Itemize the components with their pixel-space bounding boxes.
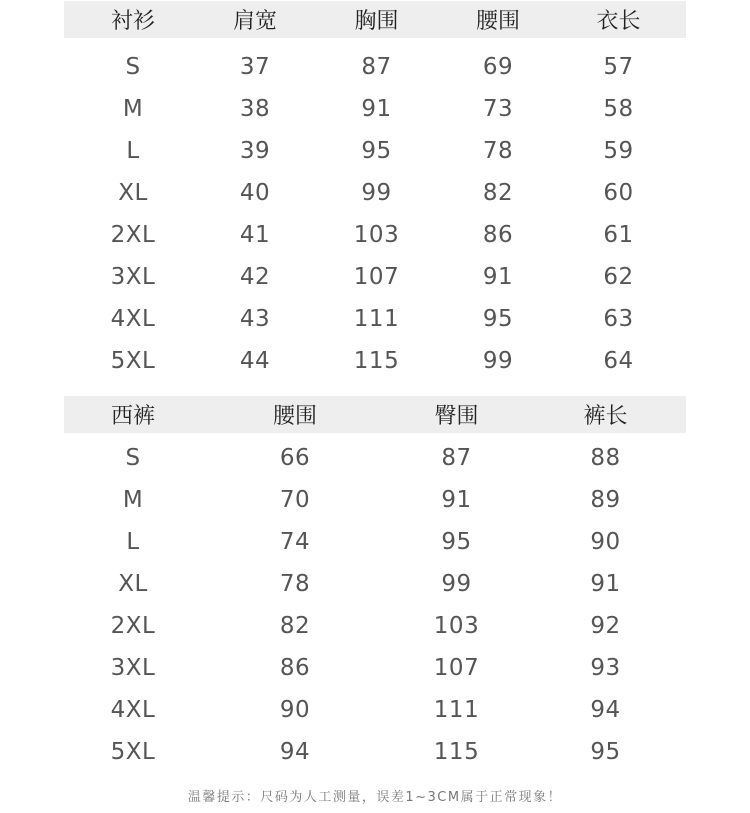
- table-cell: M: [122, 487, 144, 513]
- table-cell: XL: [118, 180, 148, 206]
- table-cell: 5XL: [110, 348, 156, 374]
- table-cell: 87: [441, 445, 472, 471]
- table-row: [64, 479, 686, 521]
- table-cell: 59: [603, 138, 634, 164]
- table-row: [64, 172, 686, 214]
- table-row: [64, 647, 686, 689]
- pants-rows: [64, 433, 686, 773]
- table-cell: 82: [482, 180, 514, 206]
- table-cell: 103: [433, 613, 480, 639]
- table-cell: 4XL: [110, 697, 156, 723]
- table-cell: 38: [239, 96, 271, 122]
- table-cell: 63: [603, 306, 634, 332]
- table-cell: 91: [590, 571, 621, 597]
- table-cell: 37: [239, 54, 271, 80]
- table-cell: S: [125, 445, 141, 471]
- table-cell: 5XL: [110, 739, 156, 765]
- table-cell: 115: [433, 739, 480, 765]
- measurement-tip-text: 温馨提示：尺码为人工测量，误差1~3CM属于正常现象！: [187, 790, 563, 805]
- table-cell: 60: [603, 180, 634, 206]
- table-cell: 86: [482, 222, 514, 248]
- table-cell: 90: [279, 697, 311, 723]
- shirt-rows: [64, 38, 686, 382]
- table-cell: XL: [118, 571, 148, 597]
- shirt-header-cell: 腰围: [475, 9, 520, 34]
- table-cell: 40: [239, 180, 271, 206]
- table-cell: 86: [279, 655, 311, 681]
- table-cell: 78: [482, 138, 514, 164]
- table-cell: 87: [361, 54, 392, 80]
- shirt-header-cell: 肩宽: [232, 9, 277, 34]
- table-cell: 91: [441, 487, 472, 513]
- table-cell: M: [122, 96, 144, 122]
- table-row: [64, 88, 686, 130]
- table-cell: 94: [590, 697, 621, 723]
- table-cell: 39: [239, 138, 271, 164]
- table-cell: 64: [603, 348, 634, 374]
- table-cell: 95: [361, 138, 392, 164]
- table-cell: 57: [603, 54, 634, 80]
- table-cell: 92: [590, 613, 621, 639]
- table-cell: 95: [441, 529, 472, 555]
- table-cell: 95: [590, 739, 621, 765]
- table-cell: L: [126, 529, 140, 555]
- pants-header-cell: 西裤: [110, 404, 155, 429]
- table-cell: 99: [482, 348, 514, 374]
- table-cell: 70: [279, 487, 311, 513]
- table-row: [64, 130, 686, 172]
- table-cell: 93: [590, 655, 621, 681]
- table-cell: 42: [239, 264, 271, 290]
- table-cell: L: [126, 138, 140, 164]
- table-row: [64, 256, 686, 298]
- table-cell: 103: [353, 222, 400, 248]
- table-cell: 69: [482, 54, 514, 80]
- table-cell: 91: [482, 264, 514, 290]
- table-cell: 82: [279, 613, 311, 639]
- table-cell: 95: [482, 306, 514, 332]
- table-cell: 91: [361, 96, 392, 122]
- table-cell: 88: [590, 445, 621, 471]
- table-cell: 111: [433, 697, 480, 723]
- table-cell: 2XL: [110, 613, 156, 639]
- table-row: [64, 521, 686, 563]
- table-row: [64, 46, 686, 88]
- table-cell: 111: [353, 306, 400, 332]
- table-row: [64, 437, 686, 479]
- table-cell: 62: [603, 264, 634, 290]
- table-cell: 61: [603, 222, 634, 248]
- table-row: [64, 731, 686, 773]
- table-row: [64, 605, 686, 647]
- pants-header-row: [64, 396, 686, 433]
- table-cell: 90: [590, 529, 621, 555]
- table-cell: 4XL: [110, 306, 156, 332]
- table-cell: 94: [279, 739, 311, 765]
- table-cell: 107: [353, 264, 400, 290]
- table-row: [64, 689, 686, 731]
- table-cell: 2XL: [110, 222, 156, 248]
- table-cell: 44: [239, 348, 271, 374]
- shirt-header-cell: 衬衫: [110, 9, 155, 34]
- pants-size-table: [64, 396, 686, 773]
- pants-header-cell: 臀围: [434, 404, 479, 429]
- shirt-size-table: [64, 0, 686, 382]
- table-cell: 74: [279, 529, 311, 555]
- table-cell: 89: [590, 487, 621, 513]
- shirt-header-row: [64, 1, 686, 38]
- table-row: [64, 214, 686, 256]
- table-cell: 115: [353, 348, 400, 374]
- table-cell: 3XL: [110, 264, 156, 290]
- table-cell: 3XL: [110, 655, 156, 681]
- table-cell: S: [125, 54, 141, 80]
- shirt-header-cell: 胸围: [354, 9, 399, 34]
- table-row: [64, 298, 686, 340]
- table-cell: 43: [239, 306, 271, 332]
- table-cell: 58: [603, 96, 634, 122]
- table-cell: 99: [441, 571, 472, 597]
- shirt-header-cell: 衣长: [596, 9, 641, 34]
- table-cell: 78: [279, 571, 311, 597]
- table-cell: 41: [239, 222, 271, 248]
- table-row: [64, 340, 686, 382]
- table-cell: 66: [279, 445, 311, 471]
- pants-header-cell: 裤长: [583, 404, 628, 429]
- table-cell: 107: [433, 655, 480, 681]
- table-row: [64, 563, 686, 605]
- pants-header-cell: 腰围: [272, 404, 317, 429]
- table-cell: 99: [361, 180, 392, 206]
- table-cell: 73: [482, 96, 514, 122]
